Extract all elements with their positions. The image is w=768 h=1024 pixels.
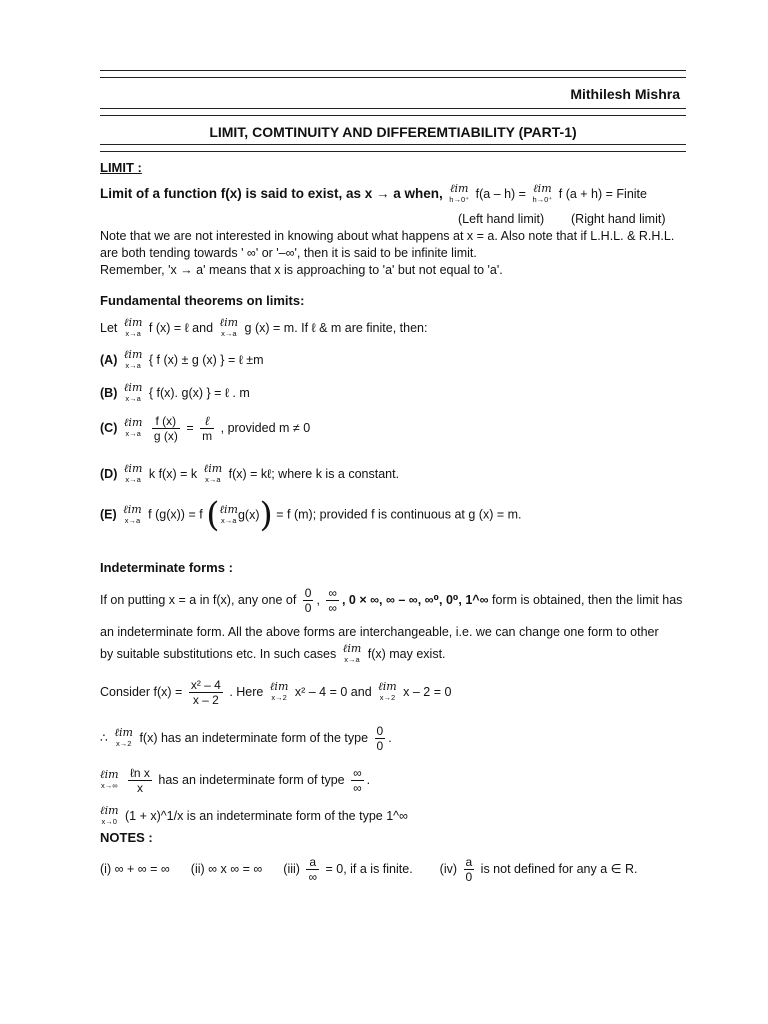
lim-a: ℓim x→a xyxy=(123,348,143,370)
lim-d-1: ℓim x→a xyxy=(123,462,143,484)
theorem-d-expr-2: f(x) = kℓ; where k is a constant. xyxy=(228,466,400,481)
theorem-c-tail: , provided m ≠ 0 xyxy=(220,420,311,435)
notes-line xyxy=(100,855,637,884)
example-3-text: (1 + x)^1/x is an indeterminate form of the type 1^∞ xyxy=(125,808,408,823)
header-rule-top xyxy=(100,70,686,78)
notes-heading: NOTES : xyxy=(100,830,153,845)
lim-ex1: ℓim x→2 xyxy=(114,726,133,748)
limit-heading: LIMIT : xyxy=(100,160,142,175)
indeterminate-heading: Indeterminate forms : xyxy=(100,560,233,575)
fraction-a-over-inf: $\frac{a}{\infty}$ xyxy=(308,855,317,884)
therefore-symbol: ∴ xyxy=(100,730,108,745)
p1-forms: , 0 × ∞, ∞ – ∞, ∞⁰, 0⁰, 1^∞ xyxy=(341,592,489,607)
lim-c: ℓim x→a xyxy=(123,416,143,438)
example-2: ℓim x→∞ $\frac{\text{ℓn x}}{x}$ has an indeterminate form of type $\frac{\infty}{\infty}$ . xyxy=(100,766,371,795)
lhs-expression: f(a – h) = xyxy=(475,186,526,201)
author-name: Mithilesh Mishra xyxy=(570,86,680,102)
header-rule-bottom xyxy=(100,144,686,152)
note-ii: (ii) ∞ x ∞ = ∞ xyxy=(190,861,263,876)
indeterminate-para-3 xyxy=(100,644,446,665)
theorem-let-line xyxy=(100,318,427,339)
example-2-text: has an indeterminate form of type xyxy=(158,772,345,787)
let-g-expr: g (x) = m. If ℓ & m are finite, then: xyxy=(244,320,428,335)
theorem-a-label: (A) xyxy=(100,352,118,367)
fraction-l-over-m: $\frac{\text{ℓ}}{m}$ xyxy=(202,414,213,443)
note-iv-label: (iv) xyxy=(439,861,458,876)
fraction-f-over-g: $\frac{f (x)}{g (x)}$ xyxy=(153,414,178,443)
theorem-a-expr: { f (x) ± g (x) } = ℓ ±m xyxy=(148,352,264,367)
consider-text-a: Consider f(x) = xyxy=(100,684,183,699)
note-iv-text: is not defined for any a ∈ R. xyxy=(480,861,638,876)
note-i: (i) ∞ + ∞ = ∞ xyxy=(100,861,170,876)
theorem-a xyxy=(100,350,264,371)
p1-text-a: If on putting x = a in f(x), any one of xyxy=(100,592,297,607)
theorem-b-expr: { f(x). g(x) } = ℓ . m xyxy=(148,385,250,400)
note-iii-label: (iii) xyxy=(283,861,300,876)
lim-ex2: ℓim x→∞ xyxy=(100,768,119,790)
fraction-ex1: $\frac{0}{0}$ xyxy=(376,724,384,753)
fraction-a-over-zero: $\frac{a}{0}$ xyxy=(465,855,473,884)
theorem-c-label: (C) xyxy=(100,420,118,435)
consider-text-d: x – 2 = 0 xyxy=(403,684,452,699)
let-f-expr: f (x) = ℓ and xyxy=(148,320,214,335)
theorem-c-equals: = xyxy=(186,420,194,435)
theorem-e-inner: g(x) xyxy=(237,508,260,522)
theorems-heading: Fundamental theorems on limits: xyxy=(100,293,305,308)
lhl-caption: (Left hand limit) xyxy=(458,212,545,226)
theorem-d xyxy=(100,464,399,485)
limit-definition-line xyxy=(100,184,647,205)
note-line-1: Note that we are not interested in knowing about what happens at x = a. Also note that if L.H.L. & R.H.L. xyxy=(100,229,675,243)
p3-text-b: f(x) may exist. xyxy=(367,646,446,661)
theorem-e-expr: f (g(x)) = f xyxy=(148,507,203,522)
indeterminate-para-2: an indeterminate form. All the above forms are interchangeable, i.e. we can change one form to other xyxy=(100,625,659,639)
example-3 xyxy=(100,806,408,827)
theorem-b-label: (B) xyxy=(100,385,118,400)
lim-let-f: ℓim x→a xyxy=(123,316,143,338)
let-prefix: Let xyxy=(100,320,118,335)
fraction-lnx-over-x: $\frac{\text{ℓn x}}{x}$ xyxy=(130,766,150,795)
lim-let-g: ℓim x→a xyxy=(219,316,239,338)
lim-e-inner: ℓim x→a xyxy=(219,502,238,525)
limit-definition-text: Limit of a function f(x) is said to exist, as x → a when, xyxy=(100,185,443,201)
theorem-e-label: (E) xyxy=(100,507,117,522)
lim-p3: ℓim x→a xyxy=(342,642,362,664)
note-line-3: Remember, 'x → a' means that x is approaching to 'a' but not equal to 'a'. xyxy=(100,263,503,277)
example-1-text: f(x) has an indeterminate form of the type xyxy=(139,730,369,745)
left-paren: ( xyxy=(206,495,220,535)
lim-ex3: ℓim x→0 xyxy=(100,804,119,826)
rhl-caption: (Right hand limit) xyxy=(571,212,666,226)
lim-d-2: ℓim x→a xyxy=(203,462,223,484)
lim-consider-2: ℓim x→2 xyxy=(378,680,397,702)
p1-text-b: form is obtained, then the limit has xyxy=(492,592,683,607)
note-line-2: are both tending towards ' ∞' or '–∞', then it is said to be infinite limit. xyxy=(100,246,477,260)
example-1: ∴ ℓim x→2 f(x) has an indeterminate form of the type $\frac{0}{0}$ . xyxy=(100,724,392,753)
consider-text-c: x² – 4 = 0 and xyxy=(294,684,372,699)
lim-b: ℓim x→a xyxy=(123,381,143,403)
lim-e: ℓim x→a xyxy=(123,502,142,525)
theorem-e-tail: = f (m); provided f is continuous at g (x) = m. xyxy=(276,507,522,522)
rhs-expression: f (a + h) = Finite xyxy=(558,186,647,201)
theorem-e xyxy=(100,495,522,535)
theorem-c xyxy=(100,414,310,443)
lim-lhs: ℓim h→0⁺ xyxy=(449,182,470,204)
header-rule-middle xyxy=(100,108,686,116)
theorem-b xyxy=(100,383,250,404)
fraction-ex2-type: $\frac{\infty}{\infty}$ xyxy=(353,766,362,795)
consider-line xyxy=(100,678,451,707)
fraction-consider: $\frac{\text{x² – 4}}{x - 2}$ xyxy=(190,678,221,707)
theorem-d-expr-1: k f(x) = k xyxy=(148,466,198,481)
fraction-inf-inf: $\frac{\infty}{\infty}$ xyxy=(328,586,337,615)
p3-text-a: by suitable substitutions etc. In such cases xyxy=(100,646,337,661)
right-paren: ) xyxy=(259,495,273,535)
fraction-zero-zero: $\frac{0}{0}$ xyxy=(304,586,312,615)
lim-consider-1: ℓim x→2 xyxy=(269,680,289,702)
lim-rhs: ℓim h→0⁺ xyxy=(532,182,553,204)
document-title: LIMIT, COMTINUITY AND DIFFEREMTIABILITY (PART-1) xyxy=(209,124,577,140)
note-iii-text: = 0, if a is finite. xyxy=(325,861,413,876)
indeterminate-para-1: If on putting x = a in f(x), any one of $\frac{0}{0}$ , $\frac{\infty}{\infty}$ , 0 × ∞, ∞ – ∞, ∞⁰, 0⁰, 1^∞ form is obtained, then the limit has xyxy=(100,586,683,615)
theorem-d-label: (D) xyxy=(100,466,118,481)
consider-text-b: . Here xyxy=(229,684,264,699)
